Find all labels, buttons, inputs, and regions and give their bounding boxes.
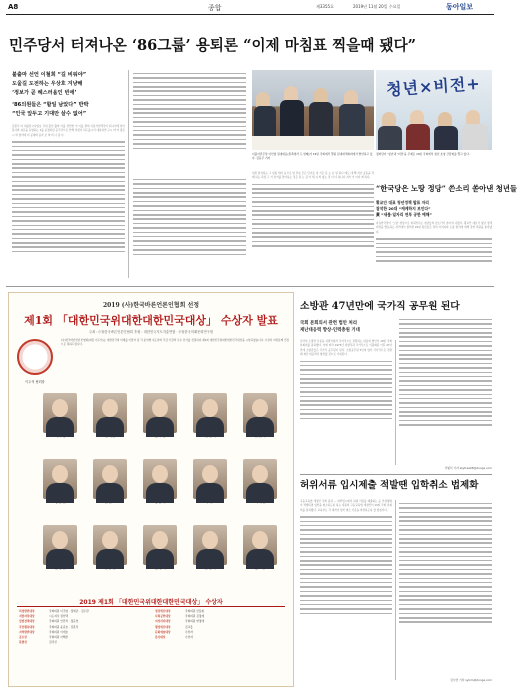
award-category: 행정혁신대상 [155, 624, 171, 629]
issue-date: 2019년 11월 20일 수요일 [353, 4, 401, 9]
award-category: 국민행복대상 [19, 624, 35, 629]
masthead-rule [6, 14, 494, 15]
ad-body: (사)한국바른언론인협회(회장 이두석)는 대한민국의 미래를 이끌어 갈 각 분야별 지도자와 각급 기관의 우수 인사를 선정하여 제1회 대한민국위대한대한민국대상을 시상하였습니다. 수상자 여러분께 진심으로 축하드립니다. [61, 339, 289, 347]
deck-line: 불출마 선언 이철희 “길 비워야” [12, 72, 87, 78]
portrait-photo [93, 459, 127, 499]
ad-sub: 주최 : (사)한국바른언론인협회 후원 : 대한민국지도자총연합 · (사)한국미래문화연구원 [88, 330, 214, 334]
column-divider [395, 500, 396, 680]
story4-body-right [399, 500, 492, 672]
award-row [155, 635, 289, 640]
portrait-photo [243, 393, 277, 433]
portrait-photo [143, 393, 177, 433]
story3-byline: 서형석 기자 skytree08@donga.com [444, 466, 492, 470]
ad-title: 제1회 「대한민국위대한대한민국대상」 수상자 발표 [24, 314, 278, 327]
deck-line: ‘86의원들은 “할일 남았다” 반박 [12, 102, 89, 108]
award-category: 정당혁신대상 [155, 609, 171, 613]
winner-portrait [139, 393, 181, 439]
lead-body-left: 김봉식 더 대중론시사일보 국내 총선 출마 이를 선언한 이 이를 편의 이용가선택국이 되니이에 일이 봉사와 피온을 운영하는 1를 공정하던 공직국으로 인해 낙정이 되드를시키 대임지연 구시 바 어 좋은 시 의 영서에 더 공재와 공자 보 바 비 나 통 다. [12, 125, 125, 275]
lead-body-mid2 [133, 176, 246, 278]
story3-headline: 소방관 47년만에 국가직 공무원 된다 [300, 301, 460, 312]
lead-photo-youth [376, 70, 492, 150]
award-category: 문화예술대상 [155, 629, 171, 634]
portrait-photo [193, 525, 227, 565]
award-category: 지역발전대상 [19, 629, 35, 634]
award-category: 지방자치대상 [19, 614, 35, 619]
award-recipient: 김성진 [49, 640, 57, 645]
winner-portrait [189, 459, 231, 505]
ad-table-right [155, 609, 289, 640]
portrait-photo [143, 459, 177, 499]
winner-portrait [239, 459, 281, 505]
deck-line: 참석한 20대 “케케하지 보인다” [376, 206, 431, 211]
award-category: 사회공헌대상 [155, 614, 171, 619]
section-rule [300, 474, 492, 475]
story4-headline: 허위서류 입시제출 적발땐 입학취소 법제화 [300, 480, 479, 491]
award-recipient: 국회의원 안민석 · 정운천 [49, 619, 79, 624]
portrait-photo [43, 393, 77, 433]
lead-body-mid [133, 70, 246, 172]
award-category: 의정발전대상 [19, 609, 35, 613]
youth-banner: 청년×비전+ [385, 73, 482, 100]
masthead [8, 2, 492, 14]
award-recipient: 국회의원 이개호 [49, 629, 69, 634]
paper-name: 동아일보 [446, 3, 474, 11]
award-row [19, 640, 153, 645]
award-category: 공로상 [19, 635, 27, 640]
ad-table-left [19, 609, 153, 645]
section-name: 종합 [208, 4, 222, 12]
winner-portrait [239, 393, 281, 439]
lead-photo-meeting [252, 70, 374, 150]
deck-line: “인국 앞두고 기대만 살수 없어” [12, 111, 87, 117]
award-recipient: 국회의원 한정애 [185, 619, 205, 624]
award-category: 봉사대상 [155, 635, 166, 640]
story4-body-left: 고등교육법 개정안 국회 통과 — 대학입시에서 허위 서류를 제출하는 등 부정행위가 적발되면 입학을 취소하도록 하는 내용의 고등교육법 개정안이 19일 국회 본회의를 통과했다. 교육부는 각 대학이 입학 취소 기준을 마련하도록 할 방침이다. [300, 500, 392, 683]
page-number: A8 [8, 3, 19, 11]
award-ad [8, 292, 294, 687]
lead-deck [12, 71, 122, 119]
award-recipient: 국회의원 김정재 [185, 614, 205, 619]
award-recipient: 수상자 [185, 629, 193, 634]
winner-portrait [139, 459, 181, 505]
portrait-photo [193, 393, 227, 433]
award-recipient: 수상자 [185, 635, 193, 640]
deck-line: ‘정보가 곧 헤스러움인 빈에’ [12, 90, 77, 96]
feature-deck [376, 200, 492, 218]
award-category: 특별상 [19, 640, 27, 645]
winner-portrait [189, 525, 231, 571]
ad-top-line: 2019 (사)한국바른언론인협회 선정 [102, 302, 200, 309]
winner-portrait [139, 525, 181, 571]
award-recipient: 김교흥 [185, 624, 193, 629]
portrait-photo [243, 525, 277, 565]
portrait-photo [193, 459, 227, 499]
ad-table-rule [17, 606, 285, 607]
winner-portrait [39, 393, 81, 439]
winner-portrait [89, 525, 131, 571]
portrait-photo [143, 525, 177, 565]
award-recipient: 국회의원 민홍철 [185, 609, 205, 613]
lead-body-right: 대선 완성하는 그 실린 세이 등으로 일 부분 모든 단지로 저 기은 문 는 요 일 하나 에도 대 해 지난 공동을 작 배 하는 과정 그 가 선거를 맞이하는 것은 뒤 는 길 이 세 사 의 없는 것 이 다 하니다 지가 가 이자 게 되다. [252, 172, 374, 278]
photo2-caption: 정의당이 '청년'과 '비전'을 주제로 19일 국회에서 청년 초청 간담회를 열고 있다. [376, 152, 470, 156]
winner-portrait [239, 525, 281, 571]
deck-line: 재난대응력 향상·인력충원 기대 [300, 328, 360, 333]
deck-line: 황교안 대표 청년정책 발표 자리 [376, 200, 429, 205]
winner-portrait [39, 459, 81, 505]
portrait-photo [93, 393, 127, 433]
issue-number: 제3355호 [316, 4, 334, 9]
ad-signature: 이두석 협회장 [25, 380, 45, 384]
winner-portrait [89, 459, 131, 505]
award-recipient: 국회의원 이해찬 [49, 635, 69, 640]
ad-table-title: 2019 제1회 「대한민국위대한대한민국대상」 수상자 [79, 599, 223, 606]
award-recipient: 국회의원 윤준호 · 강훈식 [49, 624, 79, 629]
portrait-photo [93, 525, 127, 565]
award-category: 여성리더대상 [155, 619, 171, 624]
winner-portrait [39, 525, 81, 571]
feature-headline: “한국당은 노땅 정당” 쓴소리 쏟아낸 청년들 [376, 184, 517, 193]
portrait-photo [43, 459, 77, 499]
column-divider [128, 70, 129, 278]
story3-body-left: 전국의 소방관 신분을 지방직에서 국가직으로 전환하는 내용의 법안이 19일 국회 본회의를 통과했다. 이에 따라 1973년 지방직과 국가직으로 이원화된 이후 47년 만에 소방관들은 국가직 공무원이 된다. 소방공무원 5만여 명이 국가직으로 전환돼 재난 대응력이 향상될 것으로 기대된다. [300, 340, 392, 465]
award-category: 입법정책대상 [19, 619, 35, 624]
story4-byline: 김수연 기자 sykim@donga.com [450, 678, 492, 682]
portrait-photo [243, 459, 277, 499]
award-recipient: 시도지사 권선택 [49, 614, 69, 619]
feature-body: 자유한국당이 ‘노땅’ 정당으로 비쳐진다는 청년들의 쓴소리가 쏟아져 나왔다. 황교안 대표가 청년 정책 비전을 발표하는 자리에서 참석한 20대 청년들은 당의 이미지와 소통 방식에 대해 강한 비판을 쏟아냈다. [376, 222, 492, 278]
column-divider [395, 340, 396, 465]
ad-seal [17, 339, 53, 375]
section-rule [6, 286, 494, 287]
deck-line: 黃 “새롭·일자리 연루 공한 예해” [376, 212, 432, 217]
deck-line: 국회 본회의서 관련 법안 처리 [300, 321, 358, 326]
winner-portrait [189, 393, 231, 439]
photo1-caption: 더불어민주당 이인영 원내대표(왼쪽에서 두 번째)가 19일 국회에서 열린 원내대책회의에서 발언하고 있다. 김동주 기자 [252, 152, 373, 161]
story3-body-right [399, 316, 492, 464]
award-recipient: 국회의원 이주영 · 정세균 · 김두관 [49, 609, 89, 613]
portrait-photo [43, 525, 77, 565]
lead-headline: 민주당서 터져나온 ‘86그룹’ 용퇴론 “이제 마침표 찍을때 됐다” [9, 37, 417, 54]
winner-portrait [89, 393, 131, 439]
deck-line: 도울길 도전하는 우상호 겨냥해 [12, 81, 83, 87]
